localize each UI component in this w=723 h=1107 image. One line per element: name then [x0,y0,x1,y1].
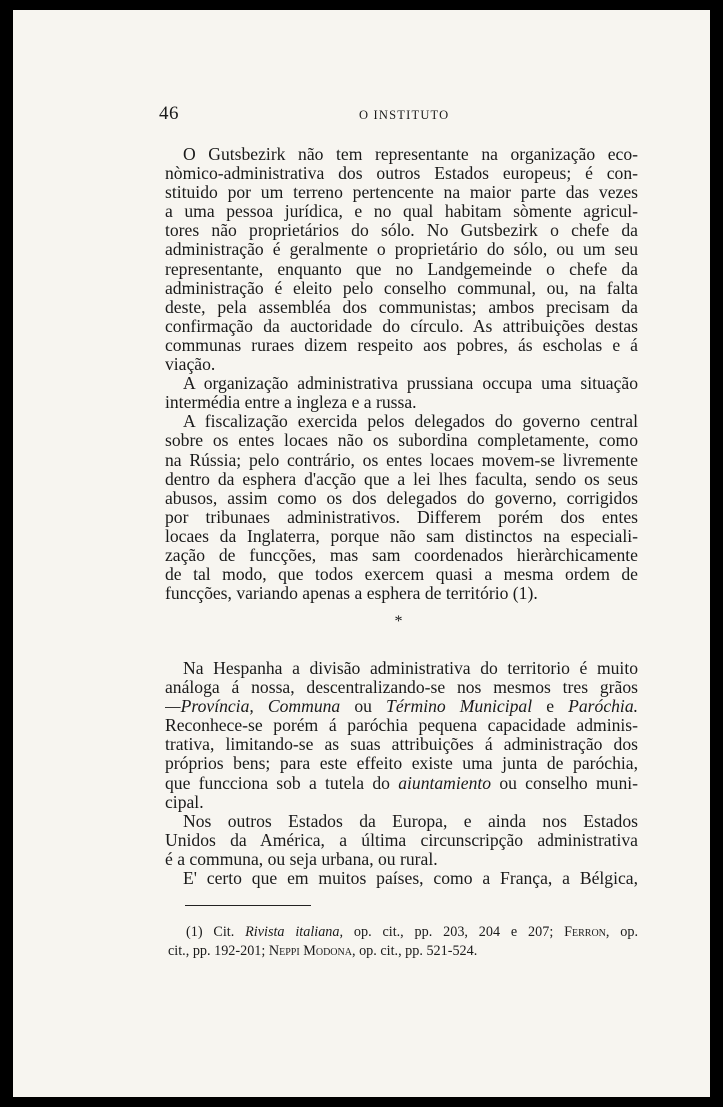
text-line: de tal modo, que todos exercem quasi a mesma ordem de [165,565,638,585]
text-line: zação de funcções, mas sam coordenados hieràrchicamente [165,545,638,565]
text-line: Na Hespanha a divisão administrativa do territorio é muito [183,659,638,678]
text-line-mixed [165,697,638,716]
footnote-line [168,924,638,943]
text-line: deste, pela assembléa dos communistas; ambos precisam da [165,297,638,317]
text-line: nòmico-administrativa dos outros Estados europeus; é con- [165,164,638,184]
text-line: a uma pessoa jurídica, e no qual habitam sòmente agricul- [165,202,638,222]
text-line: tores não proprietários do sólo. No Gutsbezirk o chefe da [165,221,638,241]
text-line: abusos, assim como os dos delegados do governo, corrigidos [165,488,638,508]
text-line: análoga á nossa, descentralizando-se nos mesmos tres grãos [165,678,638,698]
italic-term: —Província, [165,697,254,717]
text-line: representante, enquanto que no Landgemeinde o chefe da [165,259,638,279]
text-line: administração é eleito pelo conselho communal, ou, na falta [165,278,638,298]
text-line-mixed [165,774,638,793]
text-line: communas ruraes dizem respeito aos pobres, ás escholas e á [165,335,638,355]
text-line: por tribunaes administrativos. Differem porém dos entes [165,507,638,527]
section-separator [0,612,697,632]
text-line: sobre os entes locaes não os subordina completamente, como [165,431,638,451]
text-line: funcções, variando apenas a esphera de território (1). [165,583,538,604]
text-line: locaes da Inglaterra, porque não sam distinctos na especiali- [165,526,638,546]
text-line: E' certo que em muitos países, como a França, a Bélgica, [183,869,638,889]
text-fragment: e [532,697,569,717]
footnote-divider [185,905,311,906]
page-header [159,103,639,127]
footnote-author: Neppi Modona, [268,943,356,960]
text-fragment: que funcciona sob a tutela do [165,773,399,793]
text-line: viação. [165,354,216,375]
footnote-marker: (1) Cit. [186,924,246,940]
footnote [168,924,638,962]
text-line: é a communa, ou seja urbana, ou rural. [165,848,438,869]
page-number: 46 [159,103,179,124]
asterisk-separator: * [394,613,403,630]
italic-term: Paróchia. [568,697,638,717]
italic-term: Communa [267,697,341,717]
text-fragment: op. cit., pp. 203, 204 e 207; [343,924,565,940]
text-line: confirmação da auctoridade do círculo. As attribuições destas [165,316,638,336]
footnote-line [168,943,638,962]
text-line: A fiscalização exercida pelos delegados do governo central [183,412,638,432]
footnote-source: Rivista italiana, [245,924,344,940]
text-line: Unidos da América, a última circunscripção administrativa [165,830,638,850]
text-line: Nos outros Estados da Europa, e ainda nos Estados [183,811,638,831]
text-line: administração é geralmente o proprietário do sólo, ou um seu [165,240,638,260]
text-line: cipal. [165,791,204,812]
text-line: A organização administrativa prussiana occupa uma situação [183,374,638,394]
main-text [165,145,638,603]
text-line: Reconhece-se porém á paróchia pequena capacidade adminis- [165,716,638,736]
text-fragment: op. cit., pp. 521-524. [355,943,478,960]
text-line: trativa, limitando-se as suas attribuições á administração dos [165,735,638,755]
italic-term: aiuntamiento [398,773,492,793]
text-line: O Gutsbezirk não tem representante na organização eco- [183,145,638,164]
main-text-continued [165,659,638,888]
text-fragment: ou conselho muni- [491,773,638,793]
text-line: intermédia entre a ingleza e a russa. [165,392,417,413]
text-fragment: cit., pp. 192-201; [168,943,269,960]
text-fragment: op. [609,924,638,940]
text-fragment: ou [340,697,387,717]
footnote-author: Ferron, [564,924,610,940]
italic-term: Término Municipal [386,697,533,717]
text-line: na Rússia; pelo contrário, os entes locaes movem-se livremente [165,450,638,470]
running-title: O INSTITUTO [359,108,450,122]
text-line: stituido por um terreno pertencente na maior parte das vezes [165,183,638,203]
text-line: dentro da esphera d'acção que a lei lhes faculta, sendo os seus [165,469,638,489]
text-line: próprios bens; para este effeito existe uma junta de paróchia, [165,754,638,774]
